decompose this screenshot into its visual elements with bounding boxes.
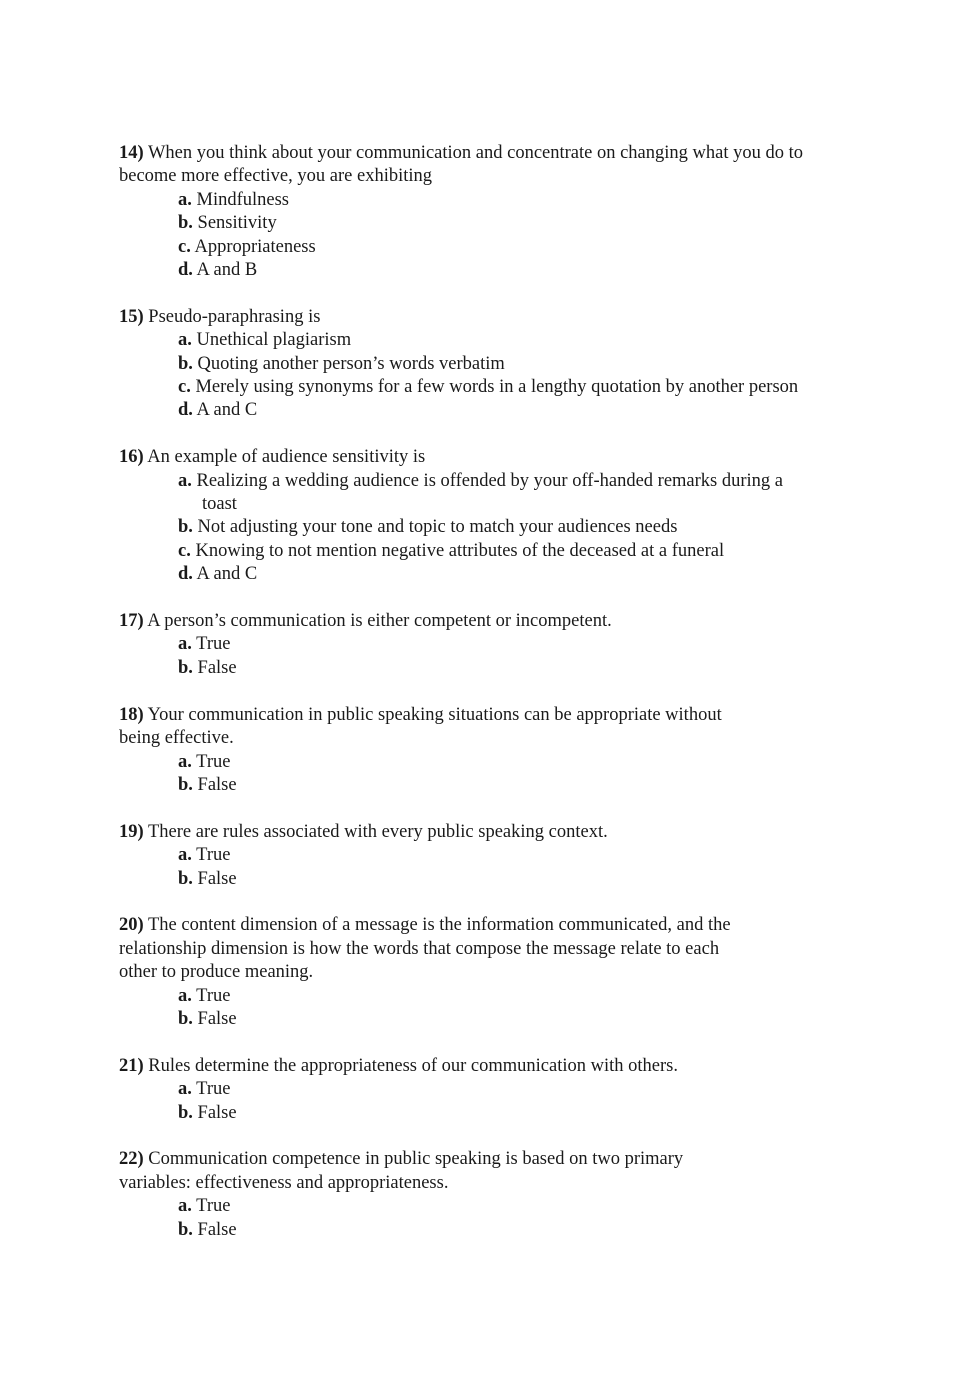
answer-option-a <box>178 329 859 352</box>
question-18 <box>119 704 859 798</box>
option-letter: b. <box>178 868 193 889</box>
question-14 <box>119 142 859 282</box>
option-text: False <box>197 774 237 795</box>
option-text: Knowing to not mention negative attributes of the deceased at a funeral <box>195 540 725 561</box>
question-stem <box>119 704 859 751</box>
question-stem <box>119 306 859 329</box>
question-text: The content dimension of a message is the information communicated, and the <box>147 915 731 936</box>
option-letter: a. <box>178 189 192 210</box>
option-text: Not adjusting your tone and topic to match your audiences needs <box>197 517 678 538</box>
answer-option-b <box>178 1219 859 1242</box>
question-text: An example of audience sensitivity is <box>147 447 426 468</box>
option-letter: a. <box>178 1079 192 1100</box>
answer-option-a <box>178 470 859 517</box>
answer-option-b <box>178 516 859 539</box>
option-letter: a. <box>178 751 192 772</box>
option-letter: b. <box>178 657 193 678</box>
answer-options <box>119 1195 859 1242</box>
answer-options <box>119 633 859 680</box>
option-text: True <box>196 985 231 1006</box>
answer-options <box>119 844 859 891</box>
question-stem <box>119 914 859 984</box>
answer-options <box>119 751 859 798</box>
option-letter: b. <box>178 213 193 234</box>
option-letter: a. <box>178 985 192 1006</box>
question-number: 22) <box>119 1149 144 1170</box>
question-text: Rules determine the appropriateness of our communication with others. <box>148 1055 678 1076</box>
option-text: Mindfulness <box>196 189 289 210</box>
option-letter: c. <box>178 236 191 257</box>
answer-option-d <box>178 259 859 282</box>
option-text: True <box>196 845 231 866</box>
option-text-continued: toast <box>202 494 237 515</box>
question-19 <box>119 821 859 891</box>
question-number: 19) <box>119 821 144 842</box>
option-text: True <box>196 751 231 772</box>
option-text: True <box>196 634 231 655</box>
option-text: A and C <box>196 400 258 421</box>
answer-option-a <box>178 751 859 774</box>
option-letter: d. <box>178 400 193 421</box>
option-text: True <box>196 1079 231 1100</box>
question-16 <box>119 446 859 586</box>
question-stem <box>119 821 859 844</box>
answer-option-b <box>178 868 859 891</box>
option-letter: b. <box>178 1219 193 1240</box>
question-number: 21) <box>119 1055 144 1076</box>
option-text: A and C <box>196 564 258 585</box>
option-letter: a. <box>178 1196 192 1217</box>
option-letter: a. <box>178 330 192 351</box>
option-text: Realizing a wedding audience is offended by your off-handed remarks during a <box>196 470 783 491</box>
question-text-continued: relationship dimension is how the words that compose the message relate to each <box>119 938 720 959</box>
question-number: 15) <box>119 306 144 327</box>
question-text: Communication competence in public speaking is based on two primary <box>148 1149 684 1170</box>
option-letter: a. <box>178 470 192 491</box>
question-text: Your communication in public speaking situations can be appropriate without <box>147 704 722 725</box>
option-letter: d. <box>178 564 193 585</box>
answer-option-b <box>178 774 859 797</box>
question-text-continued: other to produce meaning. <box>119 962 314 983</box>
answer-option-c <box>178 540 859 563</box>
answer-option-b <box>178 353 859 376</box>
answer-option-a <box>178 1195 859 1218</box>
option-letter: a. <box>178 634 192 655</box>
option-text: False <box>197 1219 237 1240</box>
answer-option-b <box>178 1102 859 1125</box>
answer-option-a <box>178 844 859 867</box>
answer-option-c <box>178 236 859 259</box>
option-letter: c. <box>178 377 191 398</box>
answer-options <box>119 470 859 587</box>
question-stem <box>119 446 859 469</box>
question-21 <box>119 1055 859 1125</box>
option-text: Quoting another person’s words verbatim <box>197 353 505 374</box>
quiz-page <box>119 142 859 1265</box>
option-text: Appropriateness <box>194 236 316 257</box>
option-text: Merely using synonyms for a few words in a lengthy quotation by another person <box>195 377 799 398</box>
answer-option-a <box>178 1078 859 1101</box>
question-number: 14) <box>119 143 144 163</box>
answer-option-a <box>178 189 859 212</box>
question-text: When you think about your communication and concentrate on changing what you do to become more effective, you are exhibiting <box>119 143 804 187</box>
answer-option-b <box>178 1008 859 1031</box>
option-letter: b. <box>178 1008 193 1029</box>
option-text: True <box>196 1196 231 1217</box>
option-text: False <box>197 1102 237 1123</box>
question-number: 16) <box>119 447 144 468</box>
answer-option-b <box>178 657 859 680</box>
question-15 <box>119 306 859 423</box>
answer-option-c <box>178 376 859 399</box>
answer-options <box>119 985 859 1032</box>
answer-options <box>119 329 859 423</box>
option-text: Unethical plagiarism <box>196 330 352 351</box>
answer-option-a <box>178 985 859 1008</box>
question-number: 17) <box>119 611 144 632</box>
option-letter: d. <box>178 260 193 281</box>
option-letter: b. <box>178 353 193 374</box>
option-text: A and B <box>196 260 258 281</box>
question-text: There are rules associated with every public speaking context. <box>147 821 608 842</box>
question-20 <box>119 914 859 1031</box>
option-letter: b. <box>178 1102 193 1123</box>
answer-option-d <box>178 399 859 422</box>
option-text: False <box>197 657 237 678</box>
answer-option-d <box>178 563 859 586</box>
question-text: Pseudo-paraphrasing is <box>148 306 321 327</box>
question-text-continued: being effective. <box>119 728 234 749</box>
option-letter: c. <box>178 540 191 561</box>
question-text-continued: variables: effectiveness and appropriateness. <box>119 1172 449 1193</box>
option-text: False <box>197 868 237 889</box>
question-stem <box>119 1055 859 1078</box>
question-17 <box>119 610 859 680</box>
question-number: 20) <box>119 915 144 936</box>
answer-options <box>119 1078 859 1125</box>
option-letter: b. <box>178 517 193 538</box>
answer-option-b <box>178 212 859 235</box>
option-letter: b. <box>178 774 193 795</box>
question-stem <box>119 1148 859 1195</box>
question-text: A person’s communication is either competent or incompetent. <box>147 611 612 632</box>
question-stem <box>119 610 859 633</box>
question-22 <box>119 1148 859 1242</box>
option-letter: a. <box>178 845 192 866</box>
answer-options <box>119 189 859 283</box>
question-stem <box>119 142 859 189</box>
option-text: Sensitivity <box>197 213 277 234</box>
option-text: False <box>197 1008 237 1029</box>
question-number: 18) <box>119 704 144 725</box>
answer-option-a <box>178 633 859 656</box>
